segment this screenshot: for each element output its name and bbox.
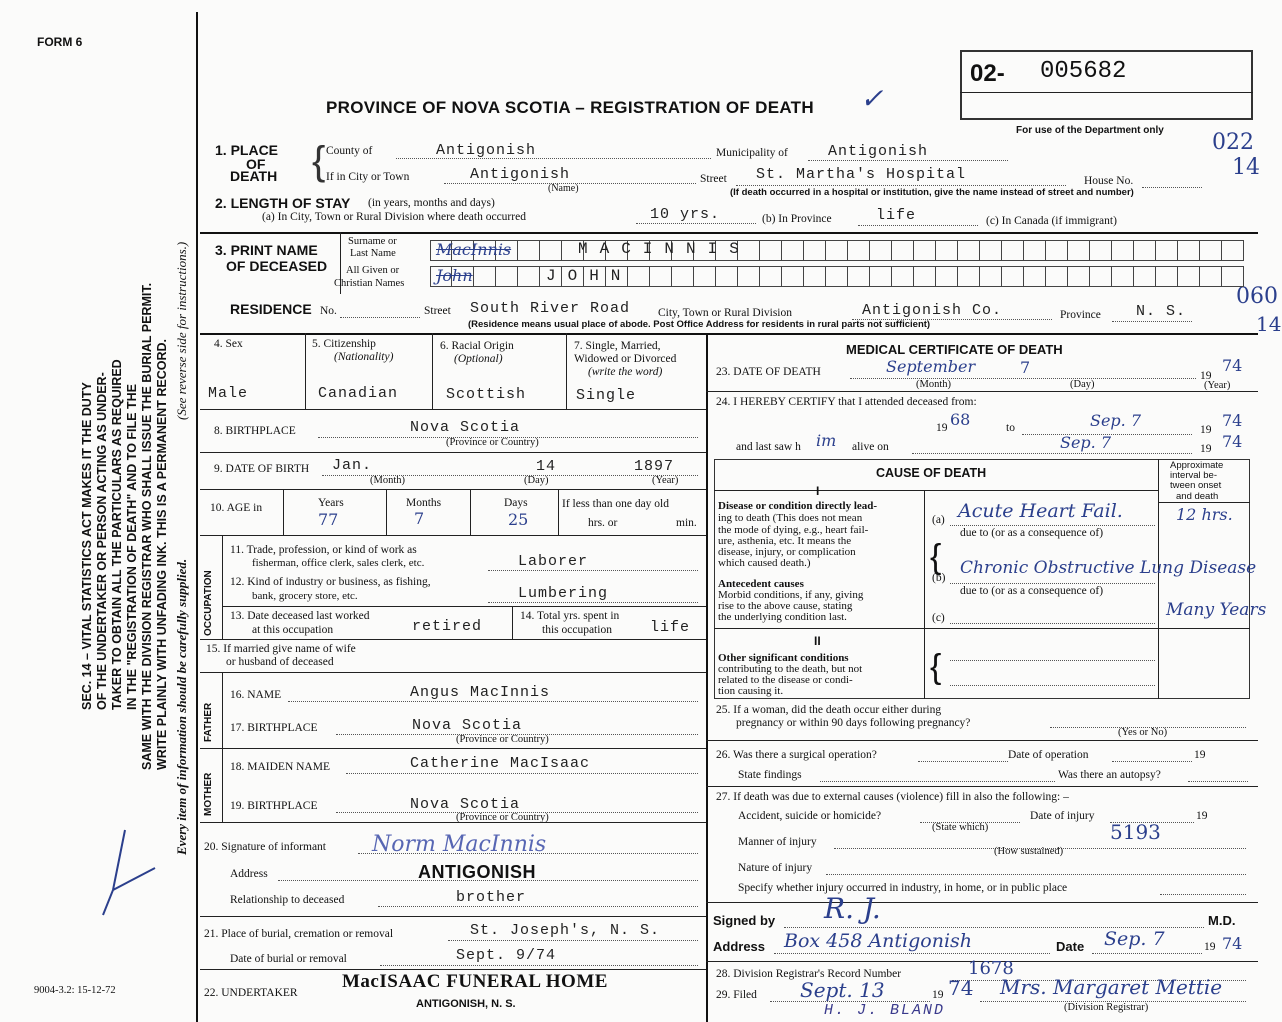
mother-birthplace-value: Nova Scotia [410,796,521,813]
name-grid-cell [496,266,518,287]
sidebar-line-2: OF THE UNDERTAKER OR PERSON ACTING AS UNDER- [95,372,109,710]
form-number: FORM 6 [37,35,83,49]
name-grid-cell [540,240,562,261]
manner-code: 5193 [1110,820,1161,844]
sidebar-line-8: Every item of information should be carefully supplied. [174,558,189,855]
name-grid-cell [892,266,914,287]
name-grid-cell [1178,266,1200,287]
name-grid-cell [782,266,804,287]
name-grid-cell [980,240,1002,261]
residence-city-value: Antigonish Co. [862,302,1003,319]
name-grid-cell [1222,266,1244,287]
name-grid-cell [1200,266,1222,287]
name-grid-cell [1024,266,1046,287]
municipality-value: Antigonish [828,143,929,160]
date-of-death-year: 74 [1222,356,1243,375]
name-grid-cell [650,266,672,287]
name-grid-cell [1156,266,1178,287]
registrar-signature: Mrs. Margaret Mettie [1000,975,1223,999]
dept-code-3: 060 [1236,284,1278,309]
name-grid-cell [1090,266,1112,287]
date-of-death-month: September [886,357,976,376]
check-mark: ✓ [860,82,884,115]
marital-status-value: Single [576,387,637,404]
name-grid-cell [804,266,826,287]
attended-to-year: 74 [1222,411,1243,430]
father-name-value: Angus MacInnis [410,684,551,701]
sidebar-line-5: SAME WITH THE DIVISION REGISTRAR WHO SHALL ISSUE THE BURIAL PERMIT. [140,282,154,770]
name-grid-cell [738,266,760,287]
age-years-value: 77 [318,510,339,529]
name-grid-cell [1112,266,1134,287]
date-of-death-day: 7 [1020,358,1031,377]
name-grid-cell [914,240,936,261]
name-grid-cell [694,266,716,287]
residence-street-value: South River Road [470,300,631,317]
medical-certificate-title: MEDICAL CERTIFICATE OF DEATH [846,342,1063,357]
stay-city-value: 10 yrs. [650,206,721,223]
name-grid-cell [1134,240,1156,261]
name-grid-cell [1156,240,1178,261]
sidebar-line-1: SEC. 14 – VITAL STATISTICS ACT MAKES IT THE DUTY [80,382,94,710]
surname-value: MACINNIS [578,240,751,258]
county-value: Antigonish [436,142,537,159]
registration-number: 005682 [1040,58,1127,85]
physician-signature: R. J. [824,892,881,925]
name-grid-cell [870,266,892,287]
informant-signature: Norm MacInnis [372,832,547,857]
name-grid-cell [1002,266,1024,287]
street-value: St. Martha's Hospital [756,166,967,183]
dob-month-value: Jan. [332,457,373,474]
age-months-value: 7 [414,509,425,528]
form-code: 9004-3.2: 15-12-72 [34,985,116,996]
name-grid-cell [848,266,870,287]
name-grid-cell [958,266,980,287]
industry-value: Lumbering [518,585,609,602]
name-grid-cell [892,240,914,261]
name-grid-cell [1002,240,1024,261]
name-grid-cell [804,240,826,261]
registrar-stamp: H. J. BLAND [824,1002,946,1019]
cause-a-value: Acute Heart Fail. [958,500,1123,522]
cause-b-value: Chronic Obstructive Lung Disease [960,558,1257,578]
name-grid-cell [1068,240,1090,261]
filed-date: Sept. 13 [800,978,885,1002]
signed-year: 74 [1222,934,1243,953]
filed-year: 74 [948,976,974,1000]
name-grid-cell [1068,266,1090,287]
name-grid-cell [1046,240,1068,261]
cause-of-death-title: CAUSE OF DEATH [876,466,987,480]
name-grid-cell [1112,240,1134,261]
cause-a-interval: 12 hrs. [1176,505,1233,524]
residence-label: RESIDENCE [230,301,312,317]
name-grid-cell [1046,266,1068,287]
name-grid-cell [760,266,782,287]
dept-code-4: 14 [1256,312,1282,336]
name-grid-cell [870,240,892,261]
registration-prefix: 02- [970,60,1005,87]
name-grid-cell [958,240,980,261]
informant-address-value: ANTIGONISH [418,862,537,882]
signed-date: Sep. 7 [1104,928,1165,950]
dept-code-2: 14 [1232,155,1260,180]
sidebar-line-3: TAKER TO OBTAIN ALL THE PARTICULARS AS REQUIRED [110,359,124,710]
name-grid-cell [914,266,936,287]
name-grid-cell [826,240,848,261]
name-grid-cell [782,240,804,261]
burial-date-value: Sept. 9/74 [456,947,557,964]
dob-year-value: 1897 [634,458,675,475]
cause-c-interval: Many Years [1166,600,1267,620]
name-grid-cell [936,266,958,287]
relationship-value: brother [456,889,527,906]
attended-from-year: 68 [950,410,971,429]
name-grid-cell [1178,240,1200,261]
alive-on-year: 74 [1222,432,1243,451]
name-grid-cell [1024,240,1046,261]
name-grid-cell [1134,266,1156,287]
total-years-value: life [650,619,691,636]
physician-address: Box 458 Antigonish [784,930,973,952]
residence-province-value: N. S. [1136,303,1187,320]
place-label: 1. PLACE [215,142,279,158]
name-grid-cell [474,266,496,287]
print-name-label: 3. PRINT NAME [215,242,318,258]
father-birthplace-value: Nova Scotia [412,717,523,734]
name-grid-cell [1200,240,1222,261]
name-grid-cell [518,266,540,287]
sidebar-line-7: (See reverse side for instructions.) [174,241,189,420]
sidebar-line-6: WRITE PLAINLY WITH UNFADING INK. THIS IS A PERMANENT RECORD. [155,338,169,770]
racial-origin-value: Scottish [446,386,527,403]
name-grid-cell [716,266,738,287]
name-grid-cell [936,240,958,261]
name-grid-cell [980,266,1002,287]
alive-on-date: Sep. 7 [1060,433,1112,452]
birthplace-value: Nova Scotia [410,419,521,436]
trade-value: Laborer [518,553,589,570]
attended-to-date: Sep. 7 [1090,411,1142,430]
sidebar-signature-mark [85,820,185,920]
name-grid-cell [760,240,782,261]
name-grid-cell [672,266,694,287]
stay-province-value: life [876,207,917,224]
registrar-record-number: 1678 [968,958,1014,979]
last-worked-value: retired [412,618,483,635]
dept-use-label: For use of the Department only [1016,125,1164,136]
undertaker-value: MacISAAC FUNERAL HOME [342,971,608,992]
name-grid-cell [1090,240,1112,261]
mother-side-label: MOTHER [203,772,214,816]
form-title: PROVINCE OF NOVA SCOTIA – REGISTRATION OF DEATH [326,98,814,117]
age-days-value: 25 [508,510,529,529]
name-grid-cell [826,266,848,287]
mother-maiden-name-value: Catherine MacIsaac [410,755,591,772]
length-of-stay-label: 2. LENGTH OF STAY [215,195,351,211]
sex-value: Male [208,385,249,402]
sidebar-line-4: IN THE "REGISTRATION OF DEATH" AND TO FILE THE [125,384,139,710]
given-value: JOHN [546,267,633,285]
given-struck: John [436,266,473,285]
last-saw-pronoun: im [816,431,837,450]
occupation-side-label: OCCUPATION [203,570,214,636]
father-side-label: FATHER [203,702,214,742]
surname-struck: MacInnis [436,240,512,259]
citizenship-value: Canadian [318,385,399,402]
name-grid-cell [848,240,870,261]
undertaker-location: ANTIGONISH, N. S. [416,998,516,1010]
dob-day-value: 14 [536,458,557,475]
name-grid-cell [518,240,540,261]
dept-code-1: 022 [1212,130,1254,155]
name-grid-cell [1222,240,1244,261]
city-value: Antigonish [470,166,571,183]
burial-place-value: St. Joseph's, N. S. [470,922,661,939]
